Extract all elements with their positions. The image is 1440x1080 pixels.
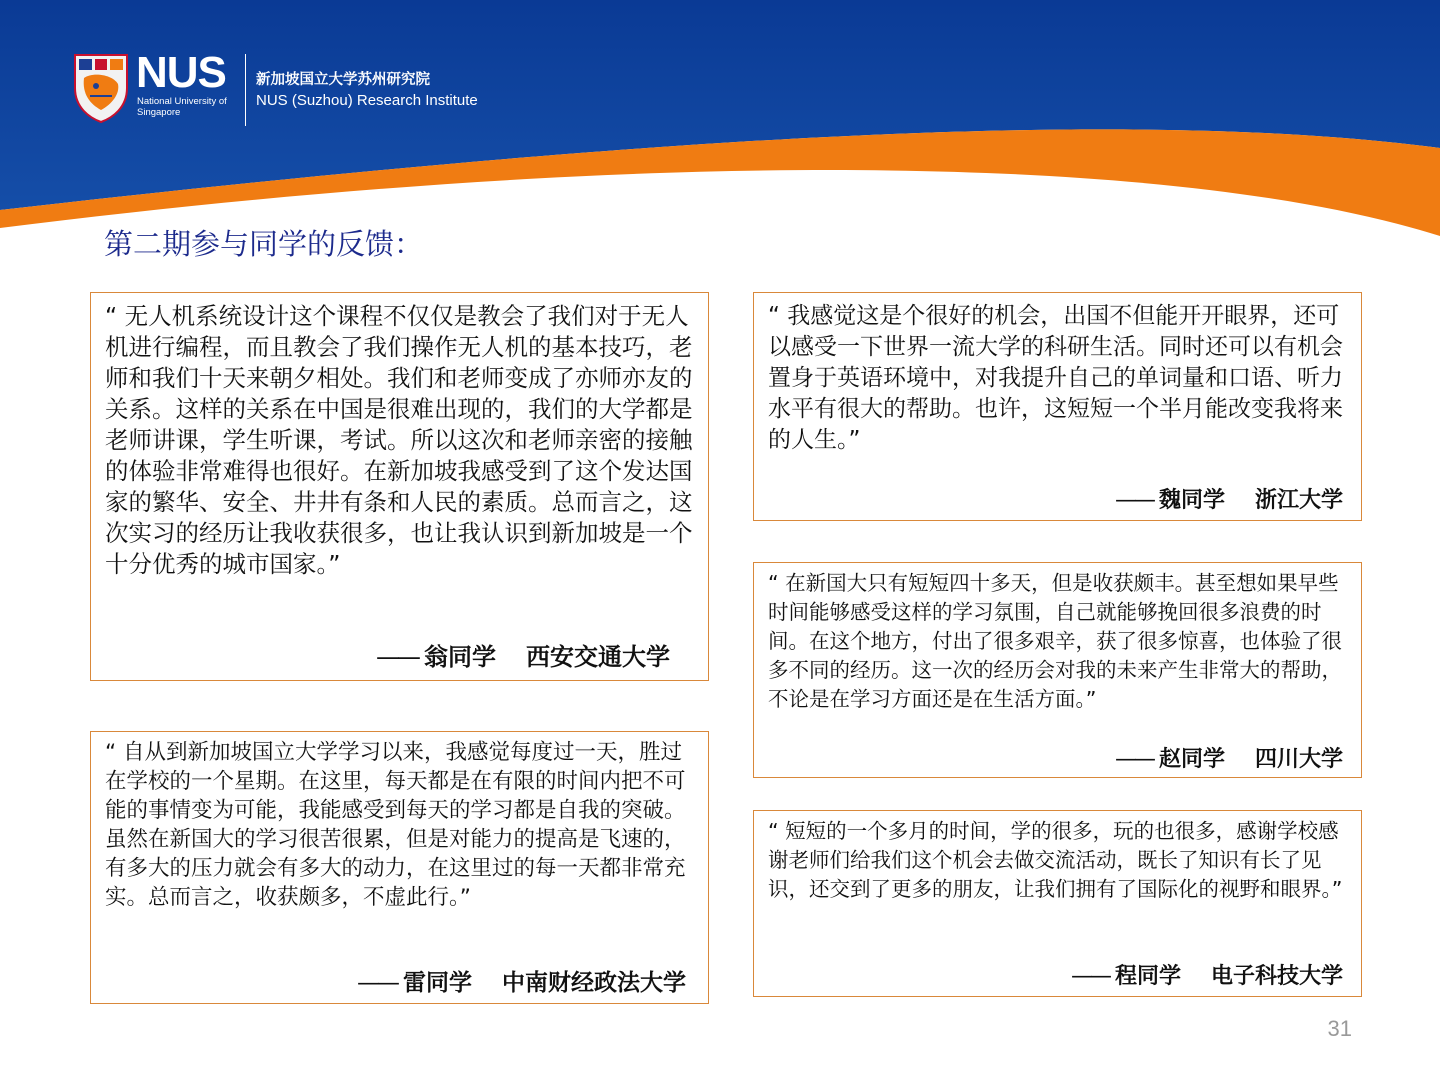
signature-dash: —— [1114,488,1153,513]
signature-dash: —— [1070,964,1109,989]
institute-name-cn: 新加坡国立大学苏州研究院 [256,72,430,88]
university-name: 西安交通大学 [526,643,670,671]
nus-wordmark: NUS [136,48,226,97]
signature-dash: —— [1114,747,1153,772]
nus-logo [72,48,512,138]
feedback-signature [1115,742,1343,773]
student-name: 雷同学 [403,970,472,996]
feedback-quote: “ 短短的一个多月的时间，学的很多，玩的也很多，感谢学校感谢老师们给我们这个机会去做交流活动，既长了知识有长了见识，还交到了更多的朋友，让我们拥有了国际化的视野和眼界。” [768,819,1343,901]
student-name: 程同学 [1114,964,1181,989]
student-name: 翁同学 [424,643,496,671]
university-name: 浙江大学 [1254,488,1343,513]
institute-name-en: NUS (Suzhou) Research Institute [256,92,478,109]
feedback-signature [357,964,686,997]
feedback-card [90,292,709,681]
feedback-card [90,731,709,1004]
feedback-card [753,810,1362,997]
student-name: 魏同学 [1158,488,1225,513]
nus-subtitle: National University of Singapore [137,96,227,118]
feedback-card [753,562,1362,778]
page-number: 31 [1327,1016,1352,1041]
signature-dash: —— [376,643,418,671]
feedback-quote: “ 在新国大只有短短四十多天，但是收获颇丰。甚至想如果早些时间能够感受这样的学习氛围，自己就能够挽回很多浪费的时间。在这个地方，付出了很多艰辛，获了很多惊喜，也体验了很多不同的经历。这一次的经历会对我的未来产生非常大的帮助，不论是在学习方面还是在生活方面。” [768,571,1342,711]
university-name: 四川大学 [1254,747,1343,772]
feedback-quote: “ 自从到新加坡国立大学学习以来，我感觉每度过一天，胜过在学校的一个星期。在这里，每天都是在有限的时间内把不可能的事情变为可能，我能感受到每天的学习都是自我的突破。虽然在新国大的学习很苦很累，但是对能力的提高是飞速的，有多大的压力就会有多大的动力，在这里过的每一天都非常充实。总而言之，收获颇多，不虚此行。” [105,740,686,910]
feedback-quote: “ 我感觉这是个很好的机会，出国不但能开开眼界，还可以感受一下世界一流大学的科研生活。同时还可以有机会置身于英语环境中，对我提升自己的单词量和口语、听力水平有很大的帮助。也许，这短短一个半月能改变我将来的人生。” [768,303,1343,453]
crest-icon [72,52,130,124]
university-name: 中南财经政法大学 [502,970,686,996]
feedback-quote: “ 无人机系统设计这个课程不仅仅是教会了我们对于无人机进行编程，而且教会了我们操作无人机的基本技巧，老师和我们十天来朝夕相处。我们和老师变成了亦师亦友的关系。这样的关系在中国是很难出现的，我们的大学都是老师讲课，学生听课，考试。所以这次和老师亲密的接触的体验非常难得也很好。在新加坡我感受到了这个发达国家的繁华、安全、井井有条和人民的素质。总而言之，这次实习的经历让我收获很多，也让我认识到新加坡是一个十分优秀的城市国家。” [105,302,693,578]
feedback-signature [376,637,670,672]
feedback-signature [1115,483,1343,514]
section-title: 第二期参与同学的反馈： [104,227,424,261]
logo-divider [245,54,246,126]
university-name: 电子科技大学 [1210,964,1343,989]
student-name: 赵同学 [1158,747,1225,772]
signature-dash: —— [357,970,397,996]
feedback-signature [1071,959,1343,990]
feedback-card [753,292,1362,521]
